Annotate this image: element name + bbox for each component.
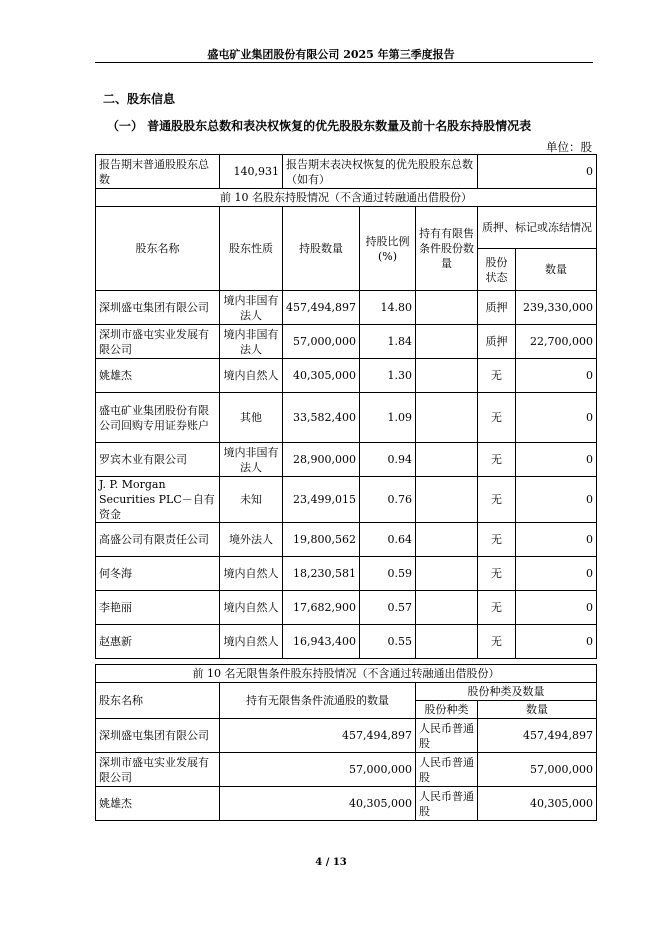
share-status: 无 bbox=[478, 359, 516, 393]
unres-col-header-kind-group: 股份种类及数量 bbox=[416, 683, 597, 701]
share-kind: 人民币普通股 bbox=[416, 787, 478, 821]
pledged-count: 239,330,000 bbox=[516, 291, 597, 325]
preferred-holders-value: 0 bbox=[478, 155, 597, 189]
pledged-count: 0 bbox=[516, 477, 597, 523]
col-header-status: 股份状态 bbox=[478, 249, 516, 291]
shareholding-ratio: 1.30 bbox=[360, 359, 416, 393]
shareholder-nature: 未知 bbox=[220, 477, 283, 523]
table-row bbox=[96, 719, 597, 753]
shareholding-quantity: 16,943,400 bbox=[283, 625, 360, 659]
shareholding-ratio: 14.80 bbox=[360, 291, 416, 325]
shareholder-name: 姚雄杰 bbox=[96, 787, 220, 821]
shareholder-name: 盛屯矿业集团股份有限公司回购专用证券账户 bbox=[96, 393, 220, 443]
preferred-holders-label: 报告期末表决权恢复的优先股股东总数（如有） bbox=[283, 155, 478, 189]
shareholding-quantity: 19,800,562 bbox=[283, 523, 360, 557]
shareholder-name: 何冬海 bbox=[96, 557, 220, 591]
shareholder-nature: 境内非国有法人 bbox=[220, 325, 283, 359]
share-kind: 人民币普通股 bbox=[416, 719, 478, 753]
restricted-shares bbox=[416, 443, 478, 477]
subsection-title: （一） 普通股股东总数和表决权恢复的优先股股东数量及前十名股东持股情况表 bbox=[107, 119, 532, 133]
shareholder-name: 罗宾木业有限公司 bbox=[96, 443, 220, 477]
unrestricted-shareholder-table bbox=[95, 664, 597, 821]
share-status: 无 bbox=[478, 393, 516, 443]
unrestricted-caption: 前 10 名无限售条件股东持股情况（不含通过转融通出借股份） bbox=[96, 665, 597, 683]
pledged-count: 0 bbox=[516, 591, 597, 625]
table-row bbox=[96, 625, 597, 659]
col-header-name: 股东名称 bbox=[96, 207, 220, 291]
top10-header-row bbox=[96, 207, 597, 249]
unres-col-header-name: 股东名称 bbox=[96, 683, 220, 719]
shareholding-quantity: 57,000,000 bbox=[283, 325, 360, 359]
shareholding-ratio: 0.55 bbox=[360, 625, 416, 659]
unrestricted-header-row bbox=[96, 683, 597, 701]
unit-label: 单位：股 bbox=[546, 140, 592, 154]
shareholder-table bbox=[95, 154, 597, 659]
shareholding-ratio: 0.57 bbox=[360, 591, 416, 625]
common-holders-value: 140,931 bbox=[220, 155, 283, 189]
common-holders-label: 报告期末普通股股东总数 bbox=[96, 155, 220, 189]
shareholder-nature: 境内自然人 bbox=[220, 557, 283, 591]
col-header-pledge-group: 质押、标记或冻结情况 bbox=[478, 207, 597, 249]
table-row bbox=[96, 477, 597, 523]
shareholding-quantity: 17,682,900 bbox=[283, 591, 360, 625]
top10-caption: 前 10 名股东持股情况（不含通过转融通出借股份） bbox=[96, 189, 597, 207]
share-status: 无 bbox=[478, 625, 516, 659]
shareholding-quantity: 28,900,000 bbox=[283, 443, 360, 477]
shareholding-ratio: 0.64 bbox=[360, 523, 416, 557]
share-count: 457,494,897 bbox=[478, 719, 597, 753]
shareholder-nature: 境外法人 bbox=[220, 523, 283, 557]
share-count: 40,305,000 bbox=[478, 787, 597, 821]
header-divider bbox=[95, 62, 593, 63]
shareholding-quantity: 23,499,015 bbox=[283, 477, 360, 523]
col-header-nature: 股东性质 bbox=[220, 207, 283, 291]
unres-col-header-count: 数量 bbox=[478, 701, 597, 719]
shareholder-name: 深圳市盛屯实业发展有限公司 bbox=[96, 325, 220, 359]
restricted-shares bbox=[416, 557, 478, 591]
summary-row bbox=[96, 155, 597, 189]
shareholding-quantity: 457,494,897 bbox=[283, 291, 360, 325]
shareholder-name: J. P. Morgan Securities PLC－自有资金 bbox=[96, 477, 220, 523]
pledged-count: 0 bbox=[516, 557, 597, 591]
share-status: 无 bbox=[478, 557, 516, 591]
restricted-shares bbox=[416, 523, 478, 557]
pledged-count: 0 bbox=[516, 443, 597, 477]
shareholder-nature: 境内非国有法人 bbox=[220, 291, 283, 325]
table-row bbox=[96, 787, 597, 821]
table-row bbox=[96, 291, 597, 325]
table-row bbox=[96, 325, 597, 359]
restricted-shares bbox=[416, 477, 478, 523]
col-header-ratio: 持股比例(%) bbox=[360, 207, 416, 291]
table-row bbox=[96, 523, 597, 557]
shareholder-nature: 境内非国有法人 bbox=[220, 443, 283, 477]
unrestricted-quantity: 57,000,000 bbox=[220, 753, 416, 787]
top10-caption-row bbox=[96, 189, 597, 207]
restricted-shares bbox=[416, 625, 478, 659]
restricted-shares bbox=[416, 359, 478, 393]
shareholder-name: 李艳丽 bbox=[96, 591, 220, 625]
section-title: 二、股东信息 bbox=[103, 92, 176, 106]
shareholder-name: 姚雄杰 bbox=[96, 359, 220, 393]
table-row bbox=[96, 557, 597, 591]
table-row bbox=[96, 753, 597, 787]
pledged-count: 22,700,000 bbox=[516, 325, 597, 359]
restricted-shares bbox=[416, 325, 478, 359]
pledged-count: 0 bbox=[516, 523, 597, 557]
shareholder-nature: 境内自然人 bbox=[220, 625, 283, 659]
col-header-count: 数量 bbox=[516, 249, 597, 291]
col-header-quantity: 持股数量 bbox=[283, 207, 360, 291]
share-status: 质押 bbox=[478, 291, 516, 325]
shareholding-quantity: 18,230,581 bbox=[283, 557, 360, 591]
shareholder-nature: 其他 bbox=[220, 393, 283, 443]
pledged-count: 0 bbox=[516, 625, 597, 659]
shareholding-ratio: 1.09 bbox=[360, 393, 416, 443]
shareholding-ratio: 0.94 bbox=[360, 443, 416, 477]
table-row bbox=[96, 359, 597, 393]
shareholder-nature: 境内自然人 bbox=[220, 359, 283, 393]
restricted-shares bbox=[416, 291, 478, 325]
unres-col-header-kind: 股份种类 bbox=[416, 701, 478, 719]
share-status: 无 bbox=[478, 523, 516, 557]
shareholder-name: 赵惠新 bbox=[96, 625, 220, 659]
unrestricted-quantity: 40,305,000 bbox=[220, 787, 416, 821]
unrestricted-caption-row bbox=[96, 665, 597, 683]
shareholder-name: 高盛公司有限责任公司 bbox=[96, 523, 220, 557]
table-row bbox=[96, 591, 597, 625]
table-row bbox=[96, 393, 597, 443]
shareholder-nature: 境内自然人 bbox=[220, 591, 283, 625]
shareholding-quantity: 33,582,400 bbox=[283, 393, 360, 443]
page-number: 4 / 13 bbox=[315, 857, 347, 868]
pledged-count: 0 bbox=[516, 393, 597, 443]
restricted-shares bbox=[416, 591, 478, 625]
table-row bbox=[96, 443, 597, 477]
share-status: 质押 bbox=[478, 325, 516, 359]
unres-col-header-quantity: 持有无限售条件流通股的数量 bbox=[220, 683, 416, 719]
shareholder-name: 深圳盛屯集团有限公司 bbox=[96, 291, 220, 325]
shareholding-ratio: 0.59 bbox=[360, 557, 416, 591]
pledged-count: 0 bbox=[516, 359, 597, 393]
restricted-shares bbox=[416, 393, 478, 443]
report-header-title: 盛屯矿业集团股份有限公司 2025 年第三季度报告 bbox=[207, 48, 455, 61]
shareholder-name: 深圳市盛屯实业发展有限公司 bbox=[96, 753, 220, 787]
shareholding-ratio: 1.84 bbox=[360, 325, 416, 359]
col-header-restricted: 持有有限售条件股份数量 bbox=[416, 207, 478, 291]
shareholding-ratio: 0.76 bbox=[360, 477, 416, 523]
share-count: 57,000,000 bbox=[478, 753, 597, 787]
share-kind: 人民币普通股 bbox=[416, 753, 478, 787]
shareholding-quantity: 40,305,000 bbox=[283, 359, 360, 393]
unrestricted-quantity: 457,494,897 bbox=[220, 719, 416, 753]
share-status: 无 bbox=[478, 443, 516, 477]
shareholder-name: 深圳盛屯集团有限公司 bbox=[96, 719, 220, 753]
share-status: 无 bbox=[478, 591, 516, 625]
share-status: 无 bbox=[478, 477, 516, 523]
